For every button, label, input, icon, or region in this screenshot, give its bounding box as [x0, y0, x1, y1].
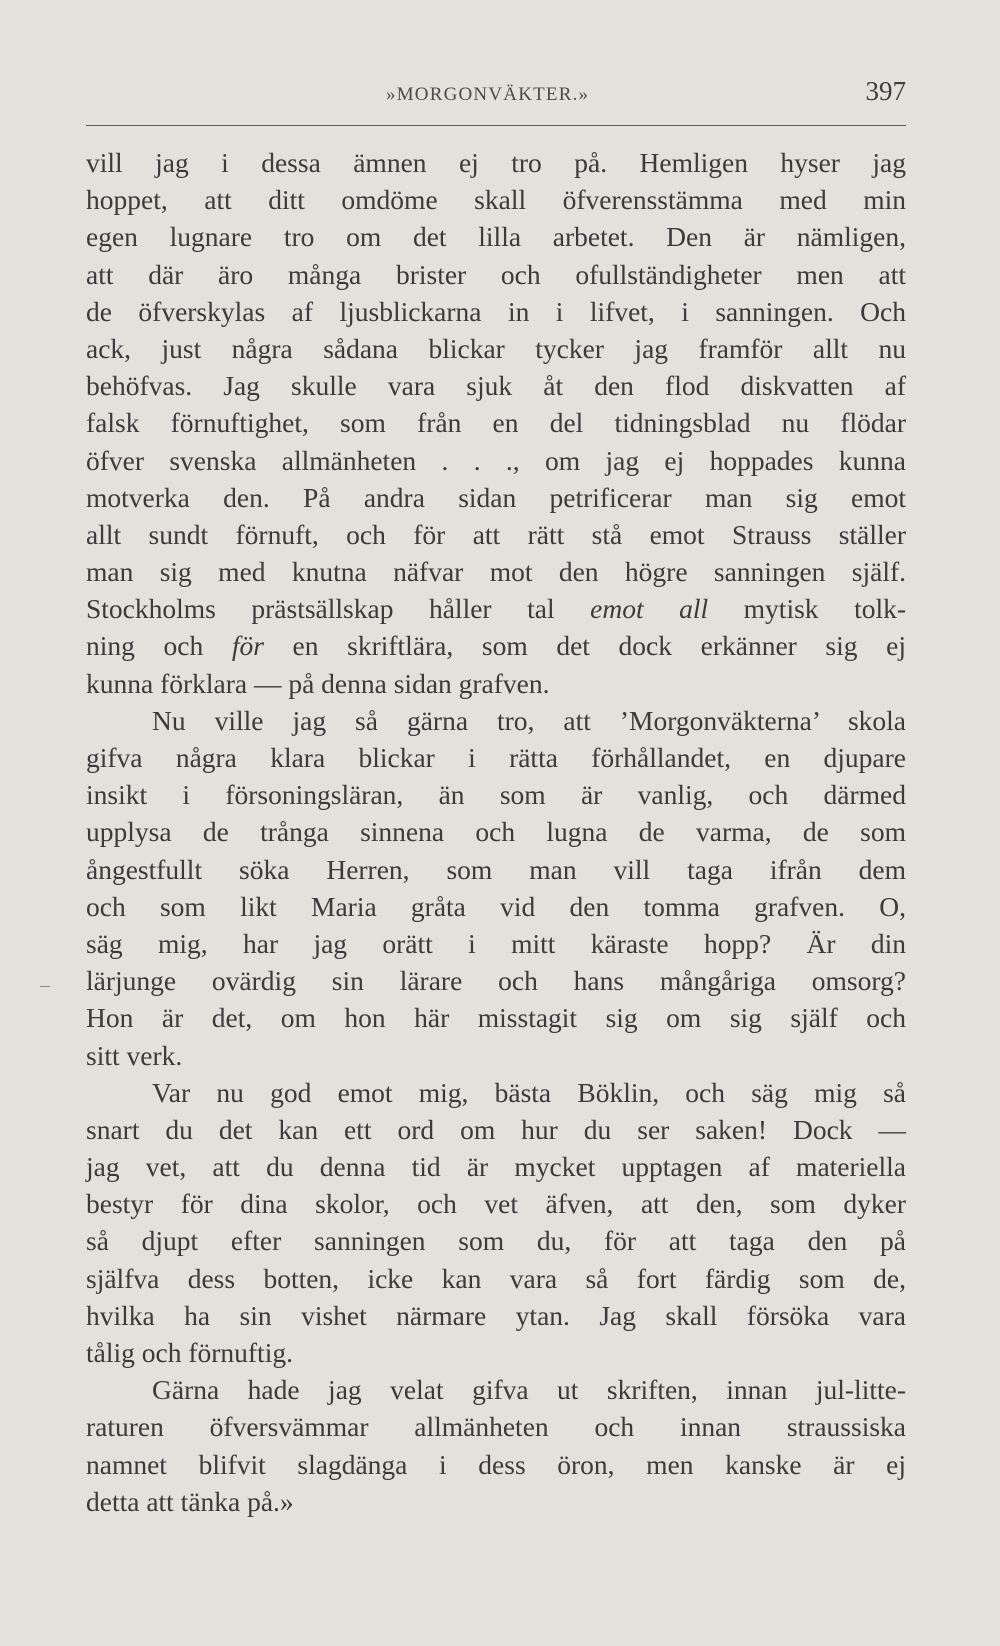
text-line: bestyr för dina skolor, och vet äfven, att den, som dyker [86, 1188, 906, 1220]
text-span: Stockholms prästsällskap håller tal [86, 593, 591, 625]
text-line: allt sundt förnuft, och för att rätt stå emot Strauss ställer [86, 518, 906, 550]
body-text [86, 144, 906, 1520]
text-line: snart du det kan ett ord om hur du ser saken! Dock — [86, 1113, 906, 1145]
text-line: lärjunge ovärdig sin lärare och hans mångåriga omsorg? [86, 965, 906, 997]
running-header [86, 76, 906, 116]
text-line: falsk förnuftighet, som från en del tidningsblad nu flödar [86, 407, 906, 439]
text-line: Hon är det, om hon här misstagit sig om sig själf och [86, 1002, 906, 1034]
text-line: vill jag i dessa ämnen ej tro på. Hemligen hyser jag [86, 147, 906, 178]
text-line [86, 590, 906, 627]
text-line: säg mig, har jag orätt i mitt käraste hopp? Är din [86, 927, 906, 959]
text-line: ack, just några sådana blickar tycker jag framför allt nu [86, 332, 906, 364]
text-span: en skriftlära, som det dock erkänner sig ej [263, 630, 906, 662]
running-title: »MORGONVÄKTER.» [386, 84, 590, 105]
text-line: sitt verk. [86, 1039, 183, 1071]
text-line: Nu ville jag så gärna tro, att ’Morgonväkterna’ skola [152, 704, 906, 736]
text-line: själfva dess botten, icke kan vara så fort färdig som de, [86, 1262, 906, 1294]
text-line: att där äro många brister och ofullständigheter men att [86, 258, 906, 290]
text-line: motverka den. På andra sidan petrificerar man sig emot [86, 481, 906, 513]
text-line: egen lugnare tro om det lilla arbetet. Den är nämligen, [86, 221, 906, 253]
text-line [86, 627, 906, 664]
text-line: och som likt Maria gråta vid den tomma grafven. O, [86, 890, 906, 922]
text-span: ning och [86, 630, 232, 662]
text-line: behöfvas. Jag skulle vara sjuk åt den flod diskvatten af [86, 370, 906, 402]
text-line: Gärna hade jag velat gifva ut skriften, innan jul-litte- [152, 1374, 906, 1406]
emphasis-span: för [231, 630, 264, 662]
text-line: gifva några klara blickar i rätta förhållandet, en djupare [86, 742, 906, 773]
text-line: de öfverskylas af ljusblickarna in i lifvet, i sanningen. Och [86, 295, 906, 327]
text-line: ångestfullt söka Herren, som man vill taga ifrån dem [86, 853, 906, 885]
text-line: man sig med knutna näfvar mot den högre sanningen själf. [86, 556, 906, 588]
text-span: mytisk tolk- [708, 593, 907, 625]
text-line: detta att tänka på.» [86, 1485, 294, 1517]
text-line: Var nu god emot mig, bästa Böklin, och säg mig så [152, 1076, 906, 1108]
text-line: hoppet, att ditt omdöme skall öfverensstämma med min [86, 184, 906, 216]
text-line: upplysa de trånga sinnena och lugna de varma, de som [86, 816, 906, 848]
page-number: 397 [865, 76, 906, 106]
margin-mark [40, 986, 50, 987]
text-line: namnet blifvit slagdänga i dess öron, men kanske är ej [86, 1448, 906, 1480]
text-line: så djupt efter sanningen som du, för att taga den på [86, 1225, 906, 1257]
text-line: hvilka ha sin vishet närmare ytan. Jag skall försöka vara [86, 1299, 906, 1331]
text-line: tålig och förnuftig. [86, 1337, 293, 1368]
header-rule [86, 125, 906, 126]
text-line: kunna förklara — på denna sidan grafven. [86, 667, 550, 699]
text-line: öfver svenska allmänheten . . ., om jag ej hoppades kunna [86, 444, 906, 476]
text-line: insikt i försoningsläran, än som är vanlig, och därmed [86, 779, 906, 811]
text-line: raturen öfversvämmar allmänheten och innan straussiska [86, 1411, 906, 1443]
emphasis-span: emot all [590, 593, 709, 625]
text-line: jag vet, att du denna tid är mycket upptagen af materiella [86, 1151, 906, 1183]
